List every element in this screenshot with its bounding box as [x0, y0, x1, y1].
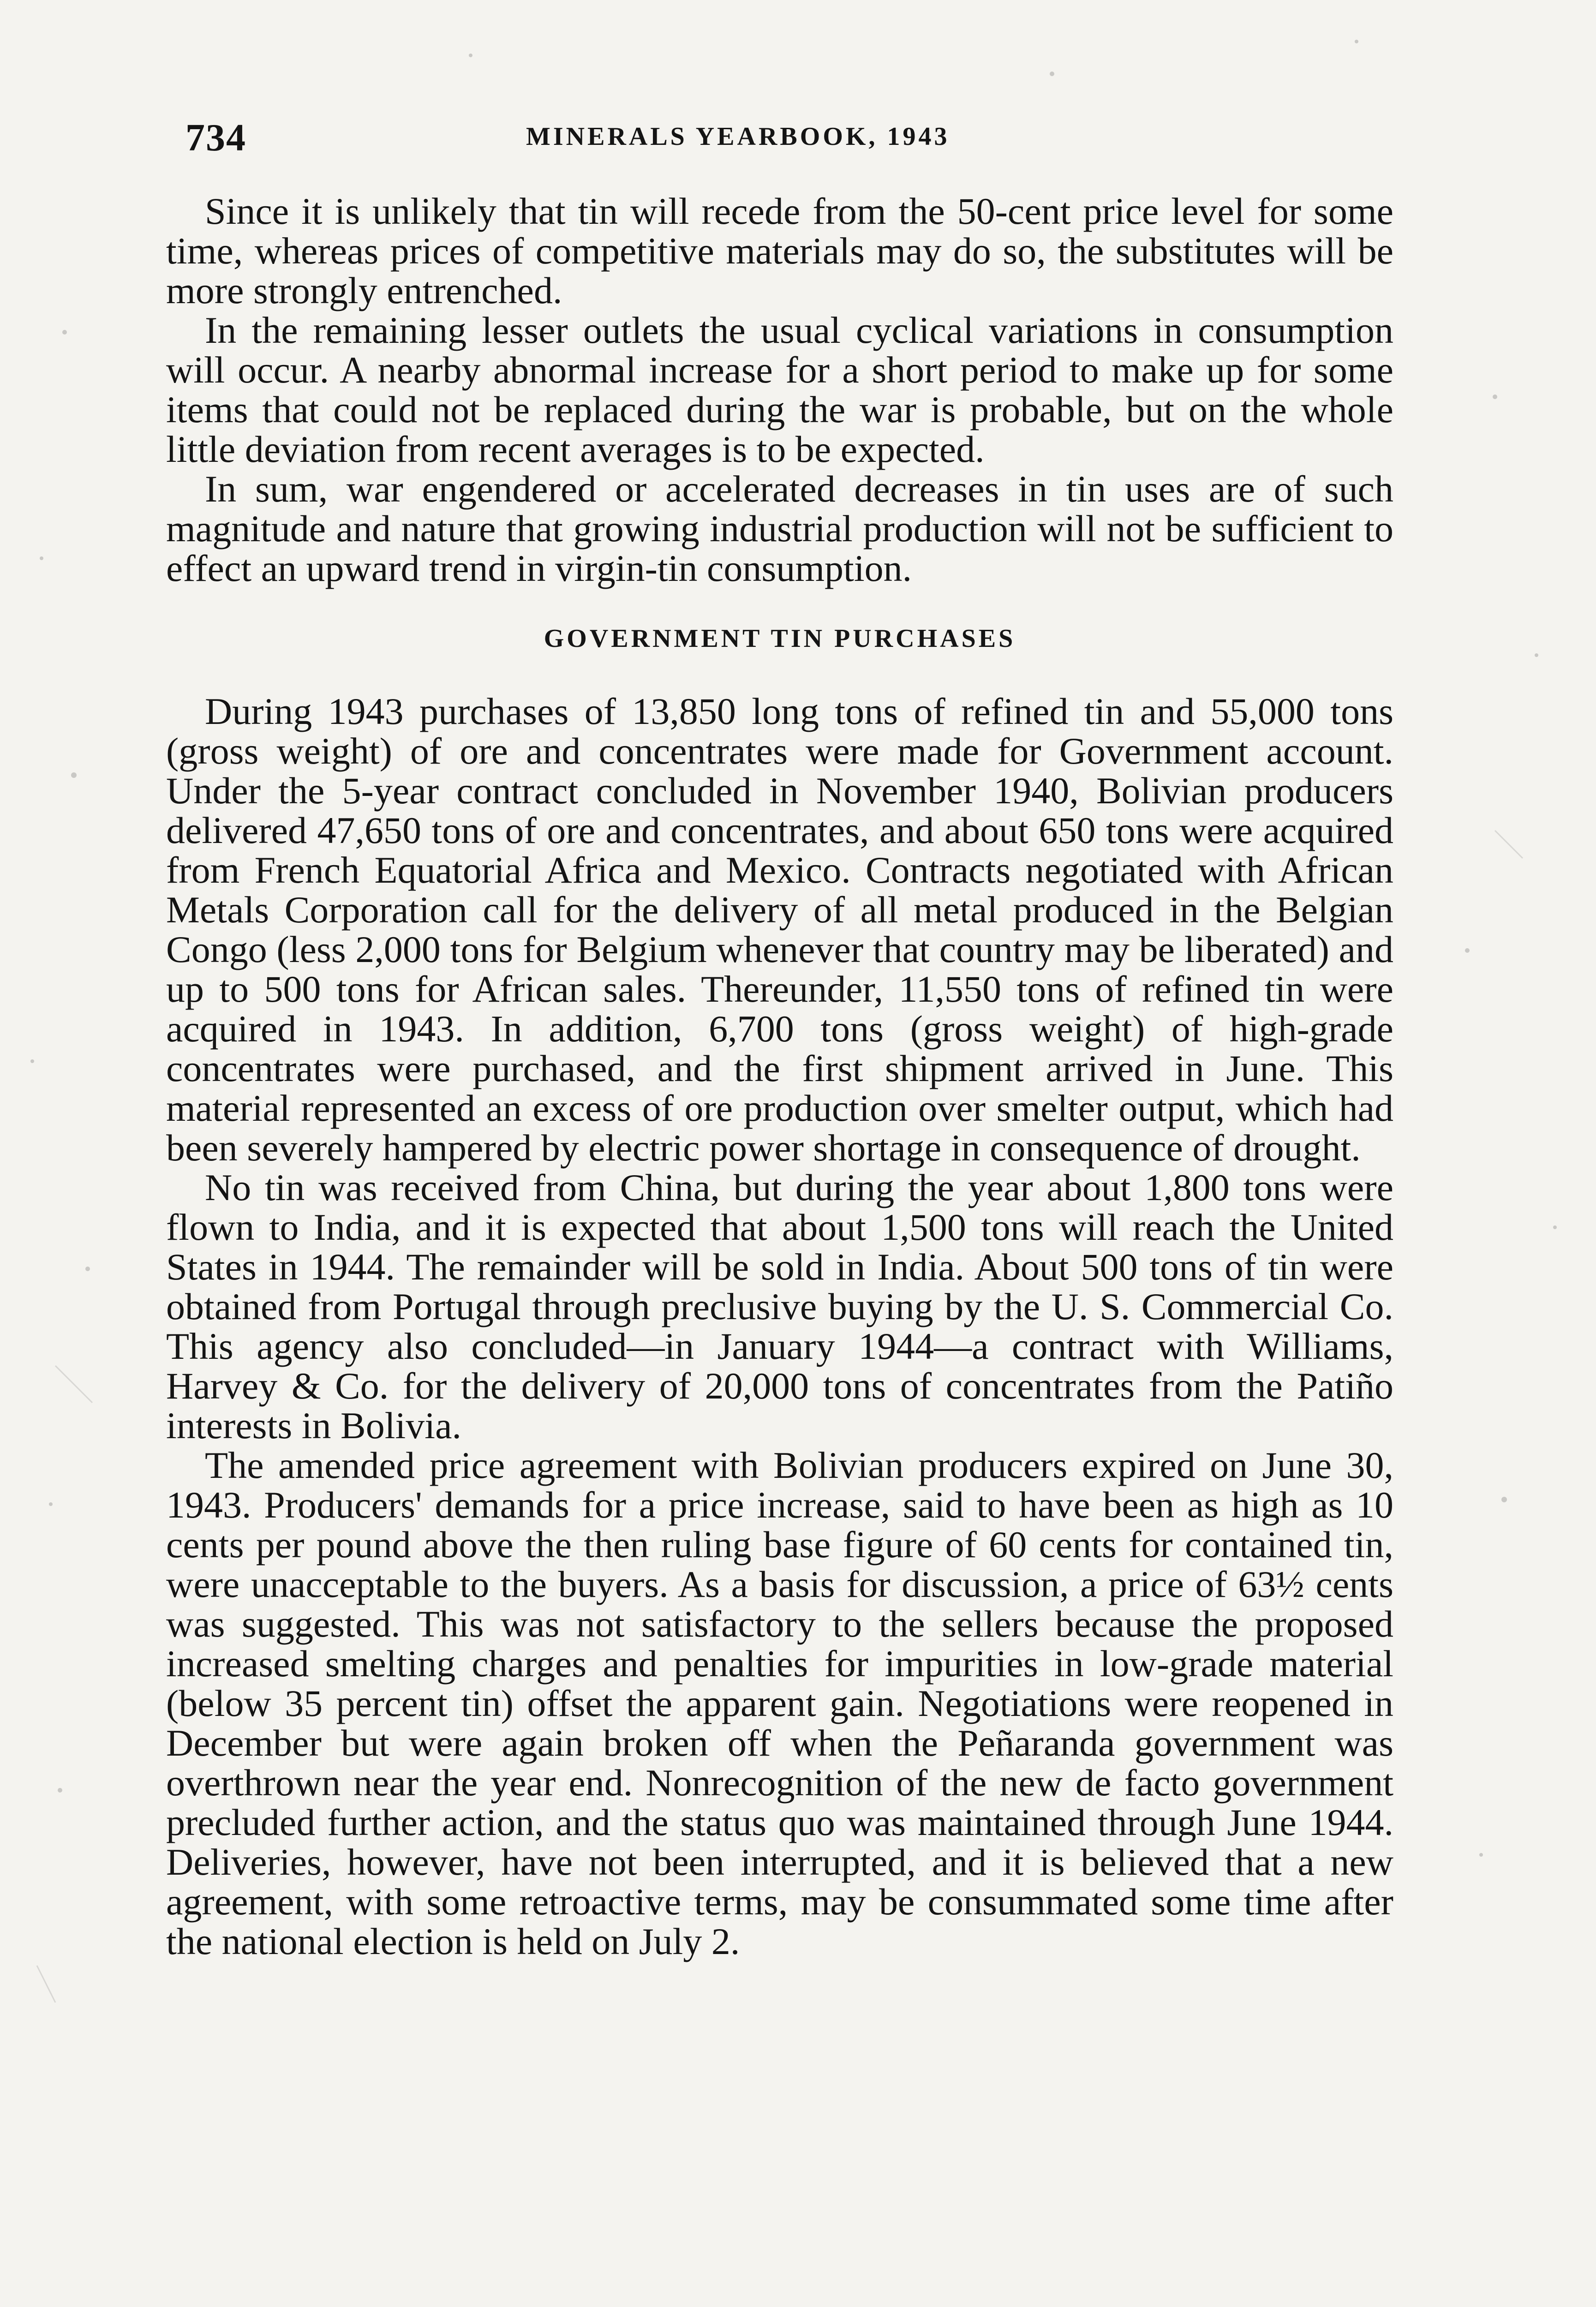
paragraph: In the remaining lesser outlets the usual cyclical variations in consumption will occur. A nearby abnormal increase for a short period to make up for some items that could not be replaced during the war is probable, but on the whole little deviation from recent averages is to be expected.: [166, 309, 1393, 470]
page-header: [166, 115, 1375, 166]
running-head: MINERALS YEARBOOK, 1943: [526, 122, 950, 151]
page-number: 734: [185, 116, 246, 159]
paragraph: During 1943 purchases of 13,850 long tons of refined tin and 55,000 tons (gross weight) of ore and concentrates were made for Government account. Under the 5-year contract concluded in November 1940, Bolivian producers delivered 47,650 tons of ore and concentrates, and about 650 tons were acquired from French Equatorial Africa and Mexico. Contracts negotiated with African Metals Corporation call for the delivery of all metal produced in the Belgian Congo (less 2,000 tons for Belgium whenever that country may be liberated) and up to 500 tons for African sales. Thereunder, 11,550 tons of refined tin were acquired in 1943. In addition, 6,700 tons (gross weight) of high-grade concentrates were purchased, and the first shipment arrived in June. This material represented an excess of ore production over smelter output, which had been severely hampered by electric power shortage in consequence of drought.: [166, 690, 1393, 1169]
paragraph: Since it is unlikely that tin will recede from the 50-cent price level for some time, whereas prices of competitive materials may do so, the substitutes will be more strongly entrenched.: [166, 190, 1393, 311]
paragraph: In sum, war engendered or accelerated decreases in tin uses are of such magnitude and nature that growing industrial production will not be sufficient to effect an upward trend in virgin-tin consumption.: [166, 468, 1393, 589]
paragraph: No tin was received from China, but during the year about 1,800 tons were flown to India, and it is expected that about 1,500 tons will reach the United States in 1944. The remainder will be sold in India. About 500 tons of tin were obtained from Portugal through preclusive buying by the U. S. Commercial Co. This agency also concluded—in January 1944—a contract with Williams, Harvey & Co. for the delivery of 20,000 tons of concentrates from the Patiño interests in Bolivia.: [166, 1166, 1393, 1446]
paragraph: The amended price agreement with Bolivian producers expired on June 30, 1943. Producers' demands for a price increase, said to have been as high as 10 cents per pound above the then ruling base figure of 60 cents for contained tin, were unacceptable to the buyers. As a basis for discussion, a price of 63½ cents was suggested. This was not satisfactory to the sellers because the proposed increased smelting charges and penalties for impurities in low-grade material (below 35 percent tin) offset the apparent gain. Negotiations were reopened in December but were again broken off when the Peñaranda government was overthrown near the year end. Nonrecognition of the new de facto government precluded further action, and the status quo was maintained through June 1944. Deliveries, however, have not been interrupted, and it is believed that a new agreement, with some retroactive terms, may be consummated some time after the national election is held on July 2.: [166, 1444, 1393, 1962]
section-heading: GOVERNMENT TIN PURCHASES: [544, 624, 1016, 653]
body-text: [166, 191, 1393, 1961]
